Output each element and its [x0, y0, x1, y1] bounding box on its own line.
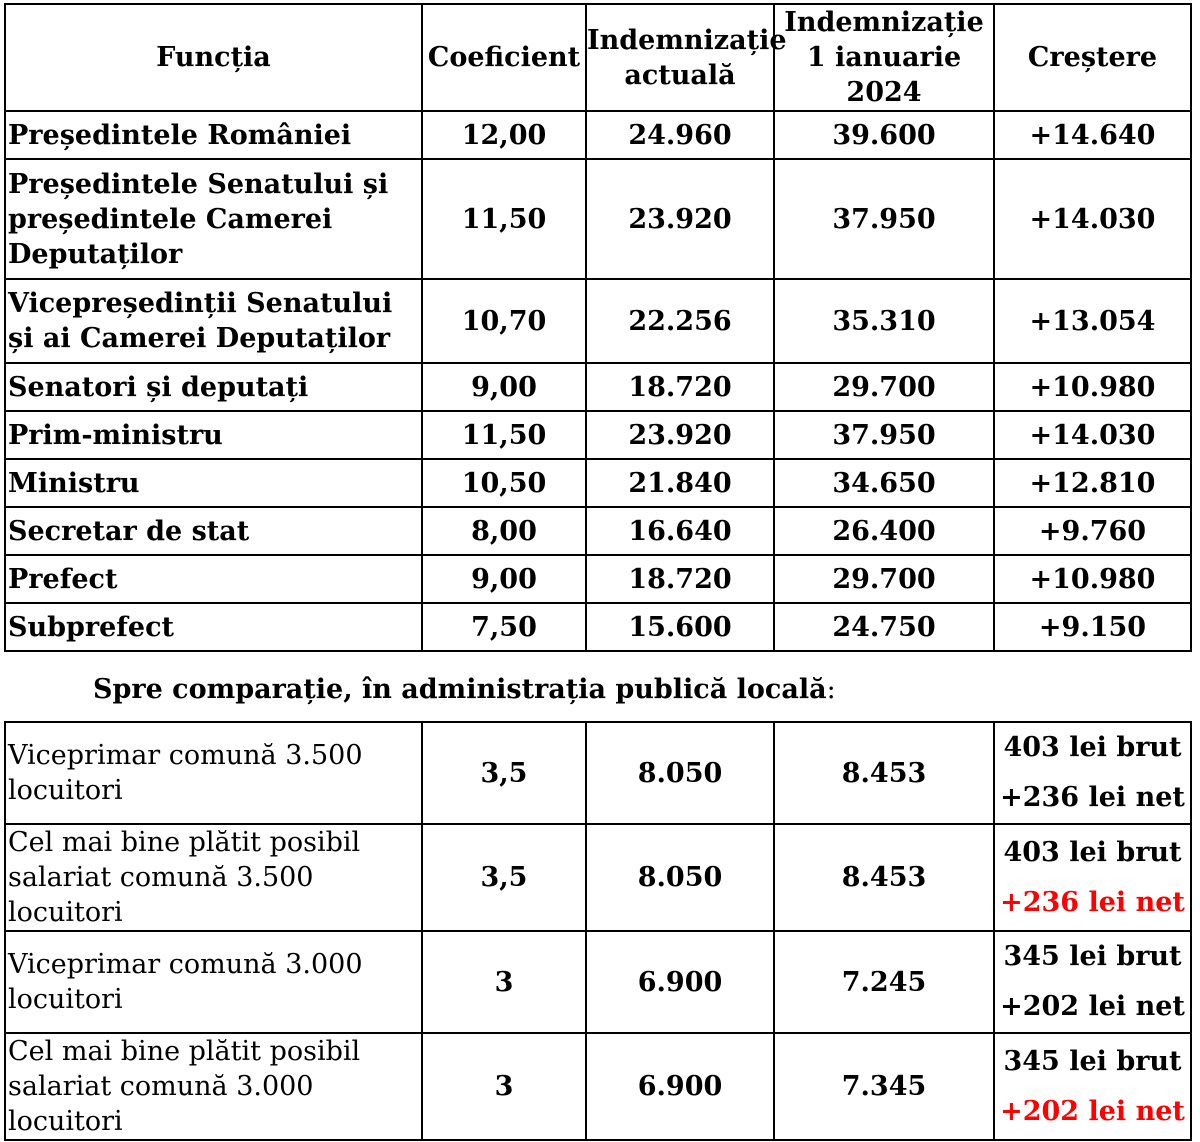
header-indemnizatie-actuala: Indemnizație actuală [586, 4, 774, 111]
comparison-note [93, 672, 836, 708]
row-2024-indemnity-cell: 39.600 [774, 111, 994, 159]
row-function-cell: Cel mai bine plătit posibil salariat comună 3.500 locuitori [5, 824, 422, 931]
row-current-indemnity-cell: 18.720 [586, 363, 774, 411]
row-current-indemnity-cell: 8.050 [586, 722, 774, 824]
row-2024-indemnity-cell: 26.400 [774, 507, 994, 555]
row-coefficient-cell: 3,5 [422, 824, 586, 931]
row-current-indemnity-cell: 24.960 [586, 111, 774, 159]
table-row [5, 507, 1191, 555]
row-increase-cell [994, 722, 1191, 824]
row-function-cell: Subprefect [5, 603, 422, 651]
row-current-indemnity-cell: 23.920 [586, 411, 774, 459]
row-2024-indemnity-cell: 8.453 [774, 824, 994, 931]
row-current-indemnity-cell: 6.900 [586, 931, 774, 1033]
table-row [5, 824, 1191, 931]
row-coefficient-cell: 11,50 [422, 159, 586, 279]
row-increase-cell [994, 931, 1191, 1033]
net-increase: +202 lei net [1000, 1095, 1185, 1127]
table-row [5, 931, 1191, 1033]
table-row [5, 722, 1191, 824]
net-increase: +236 lei net [1000, 782, 1185, 813]
row-coefficient-cell: 12,00 [422, 111, 586, 159]
local-admin-table [4, 721, 1192, 1141]
row-function-cell: Președintele României [5, 111, 422, 159]
gross-increase: 403 lei brut [1003, 732, 1182, 763]
header-coeficient: Coeficient [422, 4, 586, 111]
local-admin-table-body [5, 722, 1191, 1140]
header-functia: Funcția [5, 4, 422, 111]
row-function-cell: Prefect [5, 555, 422, 603]
row-2024-indemnity-cell: 8.453 [774, 722, 994, 824]
row-current-indemnity-cell: 6.900 [586, 1033, 774, 1140]
row-2024-indemnity-cell: 29.700 [774, 555, 994, 603]
row-coefficient-cell: 9,00 [422, 363, 586, 411]
row-increase-cell: +10.980 [994, 555, 1191, 603]
row-coefficient-cell: 3,5 [422, 722, 586, 824]
row-coefficient-cell: 10,50 [422, 459, 586, 507]
row-increase-cell [994, 824, 1191, 931]
table-row [5, 411, 1191, 459]
row-function-cell: Senatori și deputați [5, 363, 422, 411]
gross-increase: 403 lei brut [1003, 836, 1182, 868]
comparison-note-colon: : [826, 674, 836, 705]
row-current-indemnity-cell: 15.600 [586, 603, 774, 651]
row-coefficient-cell: 3 [422, 1033, 586, 1140]
row-coefficient-cell: 10,70 [422, 279, 586, 363]
row-function-cell: Vicepreședinții Senatului și ai Camerei Deputaților [5, 279, 422, 363]
row-increase-cell: +9.150 [994, 603, 1191, 651]
comparison-note-text: Spre comparație, în administrația publică locală [93, 674, 827, 705]
table-header-row [5, 4, 1191, 111]
header-indemnizatie-2024: Indemnizație 1 ianuarie 2024 [774, 4, 994, 111]
table-row [5, 363, 1191, 411]
row-function-cell: Secretar de stat [5, 507, 422, 555]
row-function-cell: Viceprimar comună 3.500 locuitori [5, 722, 422, 824]
header-crestere: Creștere [994, 4, 1191, 111]
row-function-cell: Viceprimar comună 3.000 locuitori [5, 931, 422, 1033]
row-2024-indemnity-cell: 37.950 [774, 411, 994, 459]
table-row [5, 1033, 1191, 1140]
row-increase-cell: +10.980 [994, 363, 1191, 411]
row-function-cell: Președintele Senatului și președintele Camerei Deputaților [5, 159, 422, 279]
net-increase: +236 lei net [1000, 886, 1185, 918]
row-coefficient-cell: 7,50 [422, 603, 586, 651]
table-row [5, 603, 1191, 651]
row-2024-indemnity-cell: 29.700 [774, 363, 994, 411]
row-2024-indemnity-cell: 7.345 [774, 1033, 994, 1140]
row-increase-cell: +14.030 [994, 159, 1191, 279]
row-function-cell: Cel mai bine plătit posibil salariat comună 3.000 locuitori [5, 1033, 422, 1140]
gross-increase: 345 lei brut [1003, 1045, 1182, 1077]
row-current-indemnity-cell: 23.920 [586, 159, 774, 279]
row-current-indemnity-cell: 16.640 [586, 507, 774, 555]
row-increase-cell [994, 1033, 1191, 1140]
row-2024-indemnity-cell: 7.245 [774, 931, 994, 1033]
row-increase-cell: +9.760 [994, 507, 1191, 555]
row-increase-cell: +13.054 [994, 279, 1191, 363]
row-coefficient-cell: 8,00 [422, 507, 586, 555]
table-row [5, 279, 1191, 363]
net-increase: +202 lei net [1000, 991, 1185, 1022]
table-row [5, 555, 1191, 603]
indemnities-table [4, 3, 1192, 652]
table-row [5, 111, 1191, 159]
row-2024-indemnity-cell: 34.650 [774, 459, 994, 507]
gross-increase: 345 lei brut [1003, 941, 1182, 972]
row-current-indemnity-cell: 21.840 [586, 459, 774, 507]
row-2024-indemnity-cell: 35.310 [774, 279, 994, 363]
row-current-indemnity-cell: 22.256 [586, 279, 774, 363]
row-increase-cell: +14.640 [994, 111, 1191, 159]
row-function-cell: Ministru [5, 459, 422, 507]
table-row [5, 459, 1191, 507]
row-current-indemnity-cell: 18.720 [586, 555, 774, 603]
table-row [5, 159, 1191, 279]
row-coefficient-cell: 11,50 [422, 411, 586, 459]
row-increase-cell: +12.810 [994, 459, 1191, 507]
row-current-indemnity-cell: 8.050 [586, 824, 774, 931]
row-coefficient-cell: 3 [422, 931, 586, 1033]
row-2024-indemnity-cell: 24.750 [774, 603, 994, 651]
row-2024-indemnity-cell: 37.950 [774, 159, 994, 279]
row-coefficient-cell: 9,00 [422, 555, 586, 603]
indemnities-table-body [5, 111, 1191, 651]
row-function-cell: Prim-ministru [5, 411, 422, 459]
row-increase-cell: +14.030 [994, 411, 1191, 459]
